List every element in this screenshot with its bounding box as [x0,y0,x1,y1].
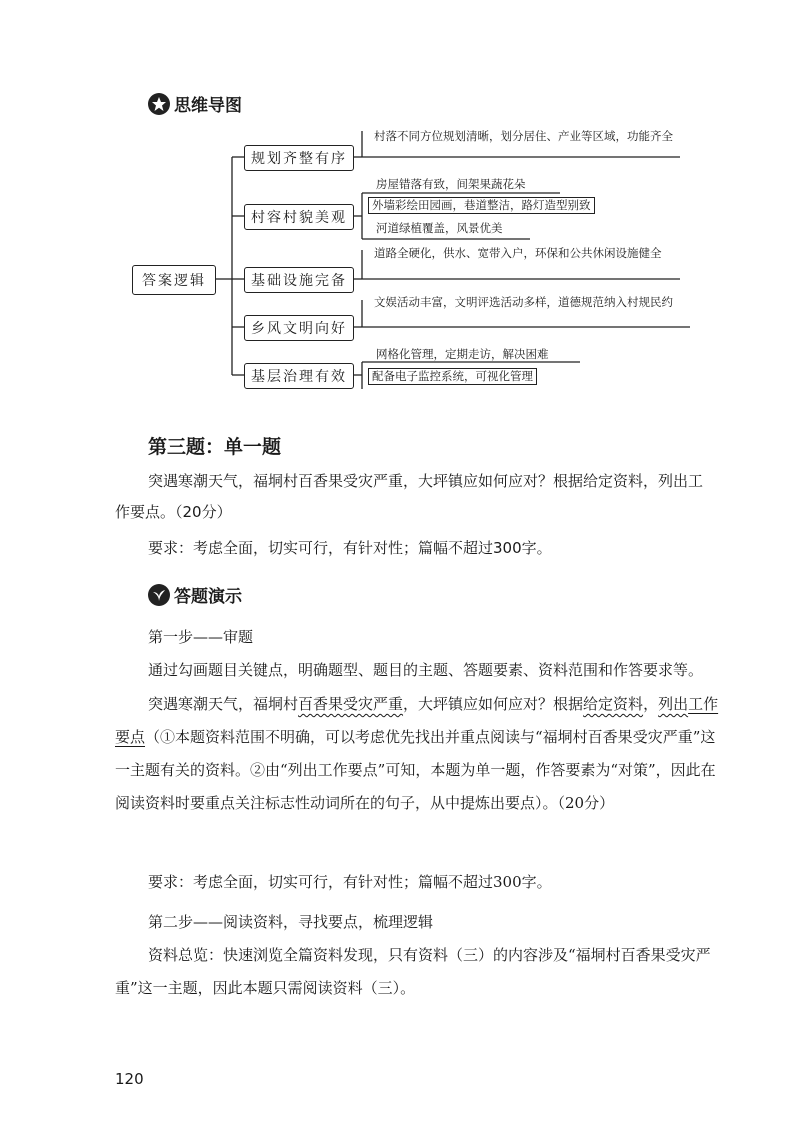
keyword-underline: 工作要点 [115,695,719,746]
mindmap-leaf: 道路全硬化，供水、宽带入户，环保和公共休闲设施健全 [374,246,662,260]
mindmap-leaf: 房屋错落有致，间架果蔬花朵 [376,177,526,191]
mindmap-branch-1: 规划齐整有序 [244,145,354,171]
mindmap-leaf: 河道绿植覆盖，风景优美 [376,221,503,235]
question-text: 突遇寒潮天气，福垌村百香果受灾严重，大坪镇应如何应对？根据给定资料，列出工作要点。（20分） [115,472,704,521]
section-title: 思维导图 [174,96,242,116]
keyword-underline: 百香果受灾严重 [298,695,404,713]
demo-section-header [148,582,242,607]
question-heading: 第三题：单一题 [148,436,282,458]
mindmap-branch-3: 基础设施完备 [244,267,354,293]
question-requirement: 要求：考虑全面，切实可行，有针对性；篇幅不超过300字。 [148,539,552,557]
mindmap-leaf: 村落不同方位规划清晰，划分居住、产业等区域，功能齐全 [374,129,673,143]
step1-intro: 通过勾画题目关键点，明确题型、题目的主题、答题要素、资料范围和作答要求等。 [148,661,704,679]
leaf-badge-icon [148,584,170,606]
mindmap-branch-4: 乡风文明向好 [244,315,354,341]
step1-title: 第一步——审题 [148,628,254,646]
step2-title: 第二步——阅读资料，寻找要点，梳理逻辑 [148,913,434,931]
mindmap-leaf: 配备电子监控系统，可视化管理 [368,368,537,385]
mindmap-branch-2: 村容村貌美观 [244,204,354,230]
keyword-underline: 列出 [658,695,689,713]
mindmap-root: 答案逻辑 [132,265,216,295]
section-title: 答题演示 [174,587,242,607]
mindmap-leaf: 外墙彩绘田园画，巷道整洁，路灯造型别致 [368,197,595,214]
step1-requirement: 要求：考虑全面，切实可行，有针对性；篇幅不超过300字。 [148,873,552,891]
mindmap-leaf: 文娱活动丰富，文明评选活动多样，道德规范纳入村规民约 [374,295,673,309]
step1-annotated-question: 突遇寒潮天气，福垌村百香果受灾严重，大坪镇应如何应对？根据给定资料，列出工作要点（①本题资料范围不明确，可以考虑优先找出并重点阅读与“福垌村百香果受灾严重”这一主题有关的资料。②由“列出工作要点”可知，本题为单一题，作答要素为“对策”，因此在阅读资料时要重点关注标志性动词所在的句子，从中提炼出要点）。（20分） [115,695,719,812]
page-number: 120 [115,1070,144,1088]
mindmap-leaf: 网格化管理，定期走访，解决困难 [376,347,549,361]
keyword-underline: 给定资料 [583,695,644,713]
step2-text: 资料总览：快速浏览全篇资料发现，只有资料（三）的内容涉及“福垌村百香果受灾严重”这一主题，因此本题只需阅读资料（三）。 [115,946,711,997]
mindmap-branch-5: 基层治理有效 [244,363,354,389]
